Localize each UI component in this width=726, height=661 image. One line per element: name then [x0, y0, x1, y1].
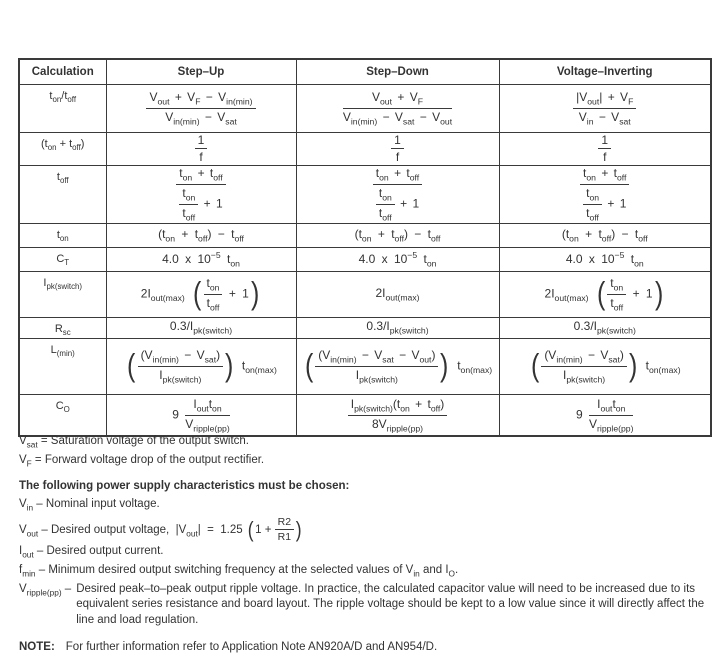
formula-cell-step-up: $t_{on} + t_{off}$ $t_{on}$ $t_{off}$ + 1 — [106, 165, 296, 223]
footnote-note — [19, 640, 715, 656]
formula-cell-voltage-inverting: $(t_{on} + t_{off}) - t_{off}$ — [499, 223, 711, 247]
footnote-section-header: The following power supply characteristics must be chosen: — [19, 479, 350, 492]
formula-cell-step-down: ( $(V_{in(min)} - V_{sat} - V_{out})$ $I_{pk(switch)}$ ) $t_{on(max)}$ — [296, 338, 499, 394]
formula-cell-step-up: $2I_{out(max)}$ ( $t_{on}$ $t_{off}$ + 1) — [106, 271, 296, 317]
footnote-fmin: $f_{min}$ – Minimum desired output switching frequency at the selected values of $V_{in}$ and $I_O$. — [19, 563, 459, 579]
formula-cell-voltage-inverting: $2I_{out(max)}$ ( $t_{on}$ $t_{off}$ + 1) — [499, 271, 711, 317]
table-row-rsc — [19, 317, 711, 338]
formula-cell-step-up: 4.0 x $10^{-5}$ $t_{on}$ — [106, 247, 296, 271]
formula-cell-voltage-inverting: $t_{on} + t_{off}$ $t_{on}$ $t_{off}$ + 1 — [499, 165, 711, 223]
formula-cell-step-up: $V_{out} + V_F - V_{in(min)}$ $V_{in(min)} - V_{sat}$ — [106, 85, 296, 133]
column-header-calculation: Calculation — [19, 59, 106, 85]
footnote-vripple-label: $V_{ripple(pp)}$ – — [19, 582, 72, 597]
column-header-voltage-inverting: Voltage–Inverting — [499, 59, 711, 85]
column-header-step-down: Step–Down — [296, 59, 499, 85]
table-row-ct — [19, 247, 711, 271]
footnote-note-label: NOTE: — [19, 641, 55, 654]
formula-cell-voltage-inverting: $|V_{out}| + V_F$ $V_{in} - V_{sat}$ — [499, 85, 711, 133]
table-row-co — [19, 394, 711, 436]
row-label-cell: $t_{on}$ — [19, 223, 106, 247]
row-label-cell: $C_T$ — [19, 247, 106, 271]
footnote-vin: $V_{in}$ – Nominal input voltage. — [19, 498, 160, 513]
formula-cell-step-down: $2I_{out(max)}$ — [296, 271, 499, 317]
row-label-cell: $(t_{on} + t_{off})$ — [19, 133, 106, 166]
table-row-ipk-switch — [19, 271, 711, 317]
footnote-vripple — [19, 582, 715, 629]
formula-cell-step-up: ( $(V_{in(min)} - V_{sat})$ $I_{pk(switch)}$ ) $t_{on(max)}$ — [106, 338, 296, 394]
formula-cell-step-down: $I_{pk(switch)}(t_{on} + t_{off})$ $8V_{ripple(pp)}$ — [296, 394, 499, 436]
row-label-cell: $t_{on}/t_{off}$ — [19, 85, 106, 133]
formula-cell-step-up: 9 $I_{out}t_{on}$ $V_{ripple(pp)}$ — [106, 394, 296, 436]
table-row-toff — [19, 165, 711, 223]
formula-cell-step-up: $(t_{on} + t_{off}) - t_{off}$ — [106, 223, 296, 247]
formula-cell-step-up: $0.3/I_{pk(switch)}$ — [106, 317, 296, 338]
formula-cell-step-down: $(t_{on} + t_{off}) - t_{off}$ — [296, 223, 499, 247]
formula-cell-step-down: $\frac{1}{f}$ — [296, 133, 499, 166]
formula-cell-voltage-inverting: 9 $I_{out}t_{on}$ $V_{ripple(pp)}$ — [499, 394, 711, 436]
footnotes-block — [19, 434, 715, 656]
column-header-step-up: Step–Up — [106, 59, 296, 85]
formula-cell-voltage-inverting: $\frac{1}{f}$ — [499, 133, 711, 166]
formula-cell-voltage-inverting: $0.3/I_{pk(switch)}$ — [499, 317, 711, 338]
footnote-vout: $V_{out}$ – Desired output voltage, $|V_{out}| = 1.25$ ( 1 + $\frac{R2}{R1}$ ) — [19, 515, 302, 544]
row-label-cell: $I_{pk(switch)}$ — [19, 271, 106, 317]
row-label-cell: $t_{off}$ — [19, 165, 106, 223]
row-label-cell: $L_{(min)}$ — [19, 338, 106, 394]
row-label-cell: $R_{sc}$ — [19, 317, 106, 338]
table-header-row — [19, 59, 711, 85]
table-row-lmin — [19, 338, 711, 394]
formula-cell-step-down: $0.3/I_{pk(switch)}$ — [296, 317, 499, 338]
footnote-vf: $V_F$ = Forward voltage drop of the output rectifier. — [19, 453, 265, 469]
formula-cell-step-down: 4.0 x $10^{-5}$ $t_{on}$ — [296, 247, 499, 271]
footnote-iout: $I_{out}$ – Desired output current. — [19, 545, 164, 560]
formula-cell-step-down: $V_{out} + V_F$ $V_{in(min)} - V_{sat} - V_{out}$ — [296, 85, 499, 133]
table-row-ton — [19, 223, 711, 247]
footnote-note-text: For further information refer to Application Note AN920A/D and AN954/D. — [65, 641, 438, 654]
footnote-vsat: $V_{sat}$ = Saturation voltage of the output switch. — [19, 435, 249, 450]
design-formula-table — [18, 58, 712, 437]
footnote-vripple-text: Desired peak–to–peak output ripple voltage. In practice, the calculated capacitor value will need to be increased due to its equivalent series resistance and board layout. The ripple voltage should be kept to a low value since it will directly affect the line and load regulation. — [76, 582, 705, 626]
table-row-ton-toff-ratio — [19, 85, 711, 133]
formula-cell-voltage-inverting: ( $(V_{in(min)} - V_{sat})$ $I_{pk(switch)}$ ) $t_{on(max)}$ — [499, 338, 711, 394]
formula-cell-step-down: $t_{on} + t_{off}$ $t_{on}$ $t_{off}$ + 1 — [296, 165, 499, 223]
formula-cell-step-up: $\frac{1}{f}$ — [106, 133, 296, 166]
table-row-period — [19, 133, 711, 166]
row-label-cell: $C_O$ — [19, 394, 106, 436]
formula-cell-voltage-inverting: 4.0 x $10^{-5}$ $t_{on}$ — [499, 247, 711, 271]
